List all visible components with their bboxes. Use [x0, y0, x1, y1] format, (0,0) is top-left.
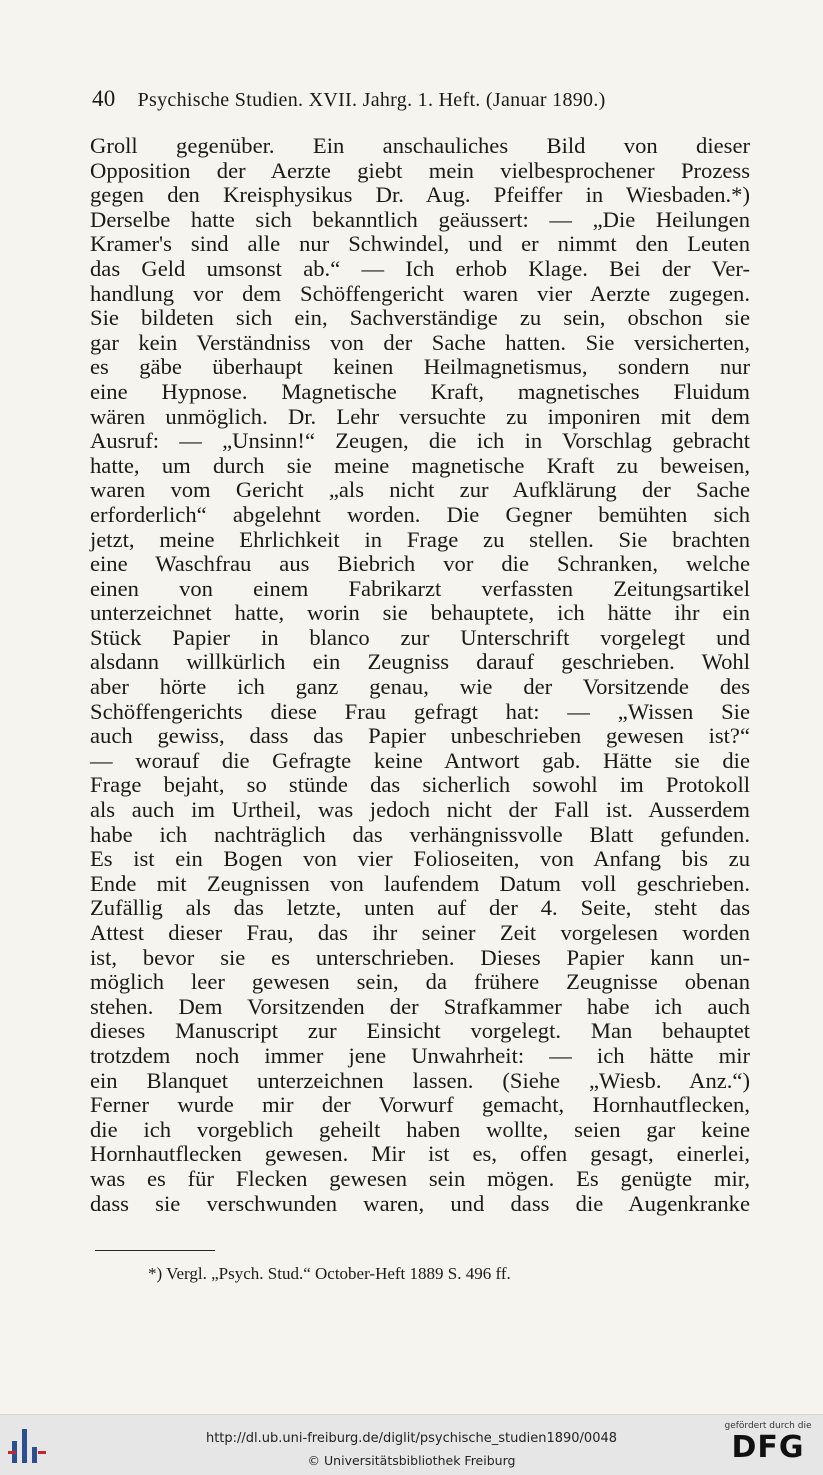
text-line: alsdann willkürlich ein Zeugniss darauf geschrieben. Wohl	[90, 649, 750, 675]
text-line: es gäbe überhaupt keinen Heilmagnetismus, sondern nur	[90, 354, 750, 380]
running-title: Psychische Studien. XVII. Jahrg. 1. Heft. (Januar 1890.)	[137, 89, 606, 111]
running-header	[92, 86, 712, 112]
text-line: dass sie verschwunden waren, und dass die Augenkranke	[90, 1190, 750, 1216]
text-line: Stück Papier in blanco zur Unterschrift vorgelegt und	[90, 624, 750, 650]
text-line: ist, bevor sie es unterschrieben. Dieses Papier kann un-	[90, 944, 750, 970]
footnote: *) Vergl. „Psych. Stud.“ October-Heft 1889 S. 496 ff.	[148, 1264, 511, 1283]
text-line: Ausruf: — „Unsinn!“ Zeugen, die ich in Vorschlag gebracht	[90, 428, 750, 454]
text-line: als auch im Urtheil, was jedoch nicht der Fall ist. Ausserdem	[90, 797, 750, 823]
body-text	[90, 134, 750, 1216]
text-line: hatte, um durch sie meine magnetische Kraft zu beweisen,	[90, 452, 750, 478]
text-line: stehen. Dem Vorsitzenden der Strafkammer habe ich auch	[90, 993, 750, 1019]
text-line: erforderlich“ abgelehnt worden. Die Gegner bemühten sich	[90, 501, 750, 527]
text-line: — worauf die Gefragte keine Antwort gab. Hätte sie die	[90, 747, 750, 773]
text-line: eine Hypnose. Magnetische Kraft, magnetisches Fluidum	[90, 378, 750, 404]
text-line: Derselbe hatte sich bekanntlich geäussert: — „Die Heilungen	[90, 206, 750, 232]
copyright-notice: © Universitätsbibliothek Freiburg	[307, 1453, 516, 1468]
text-line: unterzeichnet hatte, worin sie behauptete, ich hätte ihr ein	[90, 600, 750, 626]
text-line: habe ich nachträglich das verhängnissvolle Blatt gefunden.	[90, 821, 750, 847]
text-line: wären unmöglich. Dr. Lehr versuchte zu imponiren mit dem	[90, 403, 750, 429]
text-line: gar kein Verständniss von der Sache hatten. Sie versicherten,	[90, 329, 750, 355]
page-number: 40	[92, 86, 116, 111]
text-line: Frage bejaht, so stünde das sicherlich sowohl im Protokoll	[90, 772, 750, 798]
text-line: Hornhautflecken gewesen. Mir ist es, offen gesagt, einerlei,	[90, 1141, 750, 1167]
text-line: eine Waschfrau aus Biebrich vor die Schranken, welche	[90, 551, 750, 577]
text-line: Ende mit Zeugnissen von laufendem Datum voll geschrieben.	[90, 870, 750, 896]
text-line: gegen den Kreisphysikus Dr. Aug. Pfeiffer in Wiesbaden.*)	[90, 182, 750, 208]
text-line: Ferner wurde mir der Vorwurf gemacht, Hornhautflecken,	[90, 1092, 750, 1118]
dfg-wordmark: DFG	[731, 1430, 805, 1465]
text-line: jetzt, meine Ehrlichkeit in Frage zu stellen. Sie brachten	[90, 526, 750, 552]
sponsor-tag: gefördert durch die	[724, 1421, 812, 1431]
text-line: waren vom Gericht „als nicht zur Aufklärung der Sache	[90, 477, 750, 503]
text-line: das Geld umsonst ab.“ — Ich erhob Klage. Bei der Ver-	[90, 255, 750, 281]
text-line: Groll gegenüber. Ein anschauliches Bild von dieser	[90, 133, 750, 158]
text-line: Es ist ein Bogen von vier Folioseiten, von Anfang bis zu	[90, 846, 750, 872]
text-line: Zufällig als das letzte, unten auf der 4. Seite, steht das	[90, 895, 750, 921]
text-line: Attest dieser Frau, das ihr seiner Zeit vorgelesen worden	[90, 920, 750, 945]
text-line: auch gewiss, dass das Papier unbeschrieben gewesen ist?“	[90, 723, 750, 749]
text-line: trotzdem noch immer jene Unwahrheit: — ich hätte mir	[90, 1042, 750, 1068]
text-line: Schöffengerichts diese Frau gefragt hat: — „Wissen Sie	[90, 698, 750, 724]
text-line: Sie bildeten sich ein, Sachverständige zu sein, obschon sie	[90, 305, 750, 331]
text-line: aber hörte ich ganz genau, wie der Vorsitzende des	[90, 674, 750, 700]
text-line: ein Blanquet unterzeichnen lassen. (Siehe „Wiesb. Anz.“)	[90, 1067, 750, 1093]
source-url-link[interactable]: http://dl.ub.uni-freiburg.de/diglit/psychische_studien1890/0048	[205, 1431, 618, 1446]
text-line: handlung vor dem Schöffengericht waren vier Aerzte zugegen.	[90, 280, 750, 306]
dfg-logo[interactable]	[723, 1421, 813, 1471]
text-line: einen von einem Fabrikarzt verfassten Zeitungsartikel	[90, 575, 750, 601]
footnote-rule	[95, 1250, 215, 1251]
text-line: Kramer's sind alle nur Schwindel, und er nimmt den Leuten	[90, 231, 750, 257]
text-line: möglich leer gewesen sein, da frühere Zeugnisse obenan	[90, 969, 750, 995]
text-line: dieses Manuscript zur Einsicht vorgelegt. Man behauptet	[90, 1018, 750, 1044]
viewer-footer	[0, 1414, 823, 1475]
text-line: die ich vorgeblich geheilt haben wollte, seien gar keine	[90, 1116, 750, 1142]
text-line: was es für Flecken gewesen sein mögen. Es genügte mir,	[90, 1165, 750, 1191]
text-line: Opposition der Aerzte giebt mein vielbesprochener Prozess	[90, 157, 750, 183]
